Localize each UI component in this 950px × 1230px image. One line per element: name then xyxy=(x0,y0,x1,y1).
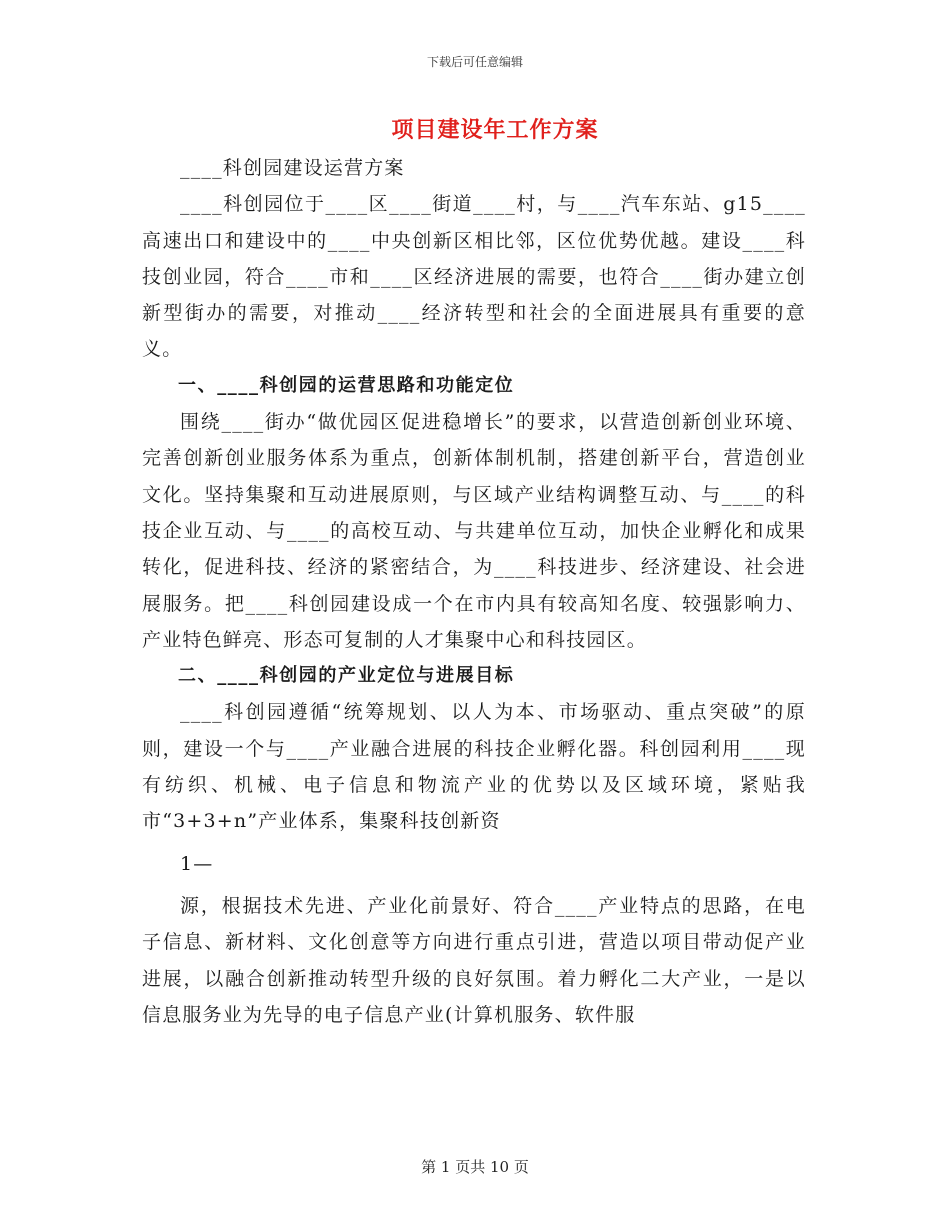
paragraph-operation: 围绕____街办“做优园区促进稳增长”的要求，以营造创新创业环境、完善创新创业服务体系为重点，创新体制机制，搭建创新平台，营造创业文化。坚持集聚和互动进展原则，与区域产业结构调整互动、与____的科技企业互动、与____的高校互动、与共建单位互动，加快企业孵化和成果转化，促进科技、经济的紧密结合，为____科技进步、经济建设、社会进展服务。把____科创园建设成一个在市内具有较高知名度、较强影响力、产业特色鲜亮、形态可复制的人才集聚中心和科技园区。 xyxy=(142,411,806,651)
section-heading-2: 二、____科创园的产业定位与进展目标 xyxy=(178,665,515,687)
page-break-mark: 1— xyxy=(180,852,214,875)
document-body xyxy=(142,150,806,1033)
page-header: 下载后可任意编辑 xyxy=(426,55,523,69)
paragraph-industry: ____科创园遵循“统筹规划、以人为本、市场驱动、重点突破”的原则，建设一个与____产业融合进展的科技企业孵化器。科创园利用____现有纺织、机械、电子信息和物流产业的优势以及区域环境，紧贴我市“3+3+n”产业体系，集聚科技创新资 xyxy=(142,701,806,833)
section-heading-1: 一、____科创园的运营思路和功能定位 xyxy=(178,374,515,396)
paragraph-subtitle: ____科创园建设运营方案 xyxy=(180,157,405,179)
paragraph-location: ____科创园位于____区____街道____村，与____汽车东站、g15____高速出口和建设中的____中央创新区相比邻，区位优势优越。建设____科技创业园，符合____市和____区经济进展的需要，也符合____街办建立创新型街办的需要，对推动____经济转型和社会的全面进展具有重要的意义。 xyxy=(142,193,806,361)
page-footer: 第 1 页共 10 页 xyxy=(421,1158,529,1176)
paragraph-continuation: 源，根据技术先进、产业化前景好、符合____产业特点的思路，在电子信息、新材料、文化创意等方向进行重点引进，营造以项目带动促产业进展，以融合创新推动转型升级的良好氛围。着力孵化二大产业，一是以信息服务业为先导的电子信息产业(计算机服务、软件服 xyxy=(142,894,806,1026)
document-title: 项目建设年工作方案 xyxy=(391,118,599,143)
